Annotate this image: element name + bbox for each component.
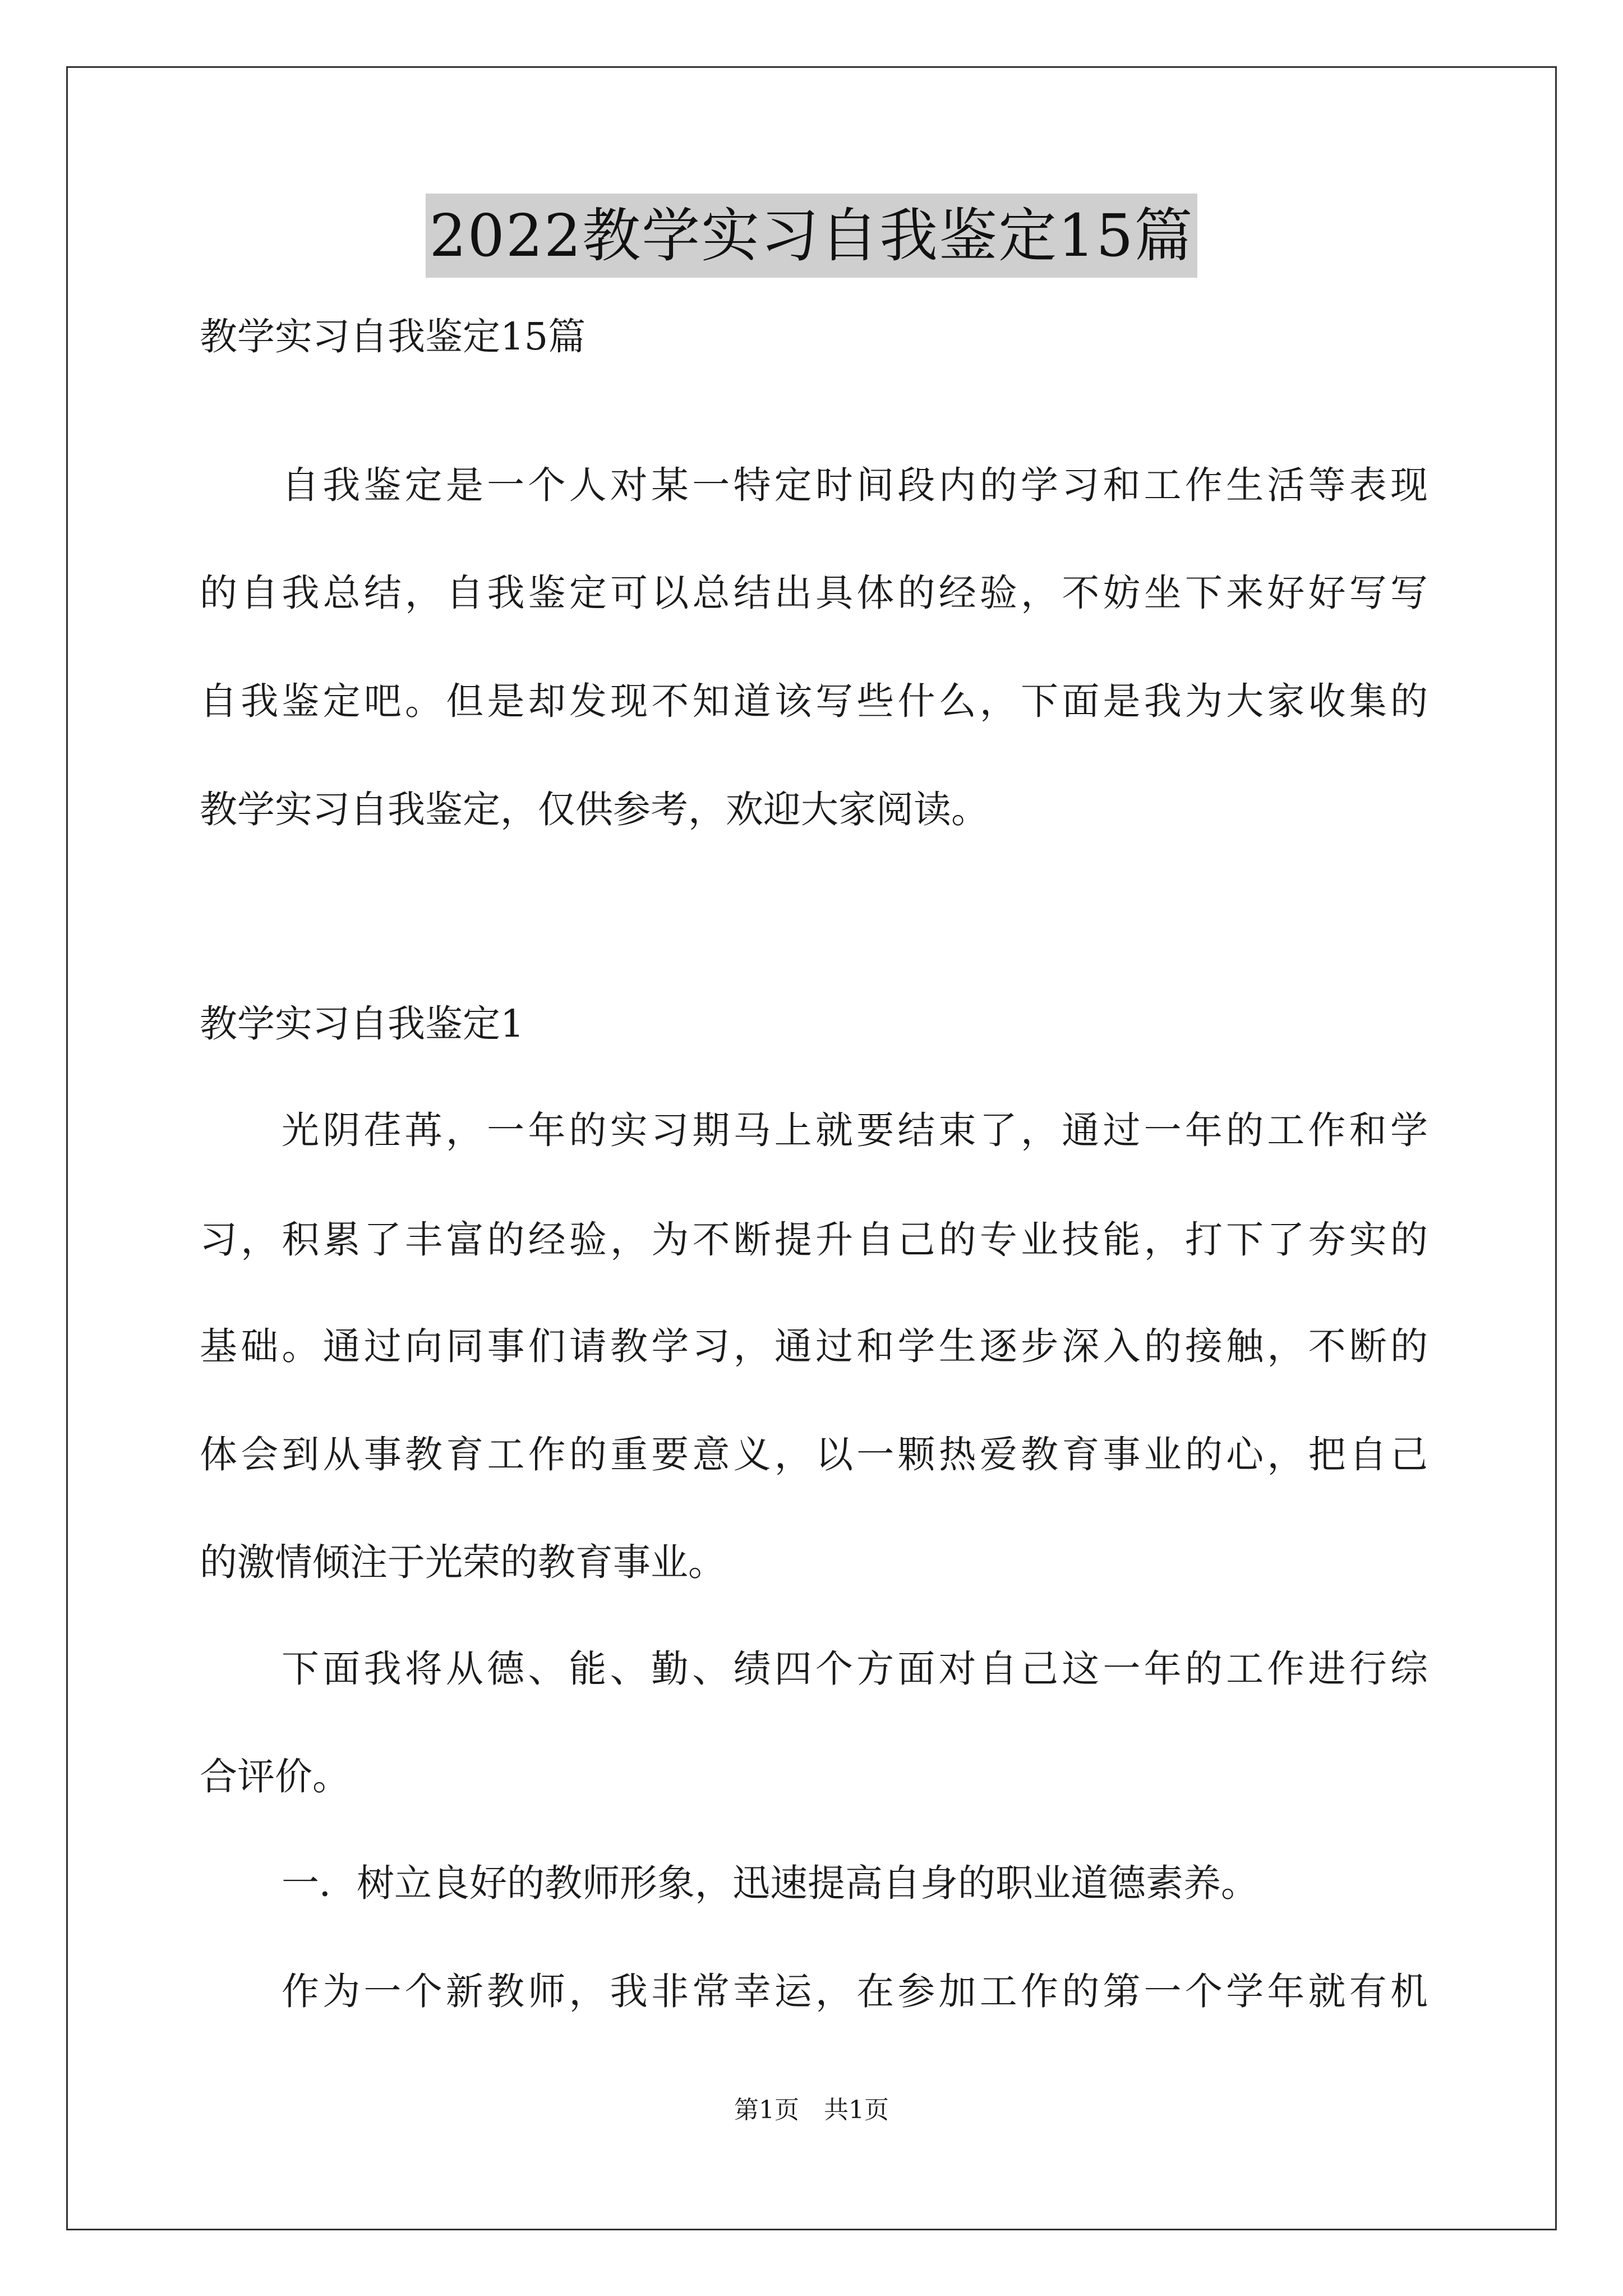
body-line: 合评价。 xyxy=(200,1755,350,1798)
body-line: 的激情倾注于光荣的教育事业。 xyxy=(200,1540,726,1584)
body-line: 体会到从事教育工作的重要意义，以一颗热爱教育事业的心，把自己 xyxy=(200,1433,1428,1476)
intro-line: 的自我总结，自我鉴定可以总结出具体的经验，不妨坐下来好好写写 xyxy=(200,571,1428,615)
section-heading: 教学实习自我鉴定1 xyxy=(200,1002,524,1046)
title-wrap xyxy=(0,194,1623,278)
intro-line: 自我鉴定吧。但是却发现不知道该写些什么，下面是我为大家收集的 xyxy=(200,679,1428,723)
point-heading: 一．树立良好的教师形象，迅速提高自身的职业道德素养。 xyxy=(282,1861,1258,1905)
document-subtitle: 教学实习自我鉴定15篇 xyxy=(200,315,586,358)
intro-line: 教学实习自我鉴定，仅供参考，欢迎大家阅读。 xyxy=(200,788,989,831)
body-line: 习，积累了丰富的经验，为不断提升自己的专业技能，打下了夯实的 xyxy=(200,1218,1428,1262)
body-line: 光阴荏苒，一年的实习期马上就要结束了，通过一年的工作和学 xyxy=(282,1108,1428,1152)
page-footer: 第1页 共1页 xyxy=(734,2096,889,2124)
intro-line: 自我鉴定是一个人对某一特定时间段内的学习和工作生活等表现 xyxy=(282,463,1428,507)
document-title: 2022教学实习自我鉴定15篇 xyxy=(426,194,1197,278)
body-line: 基础。通过向同事们请教学习，通过和学生逐步深入的接触，不断的 xyxy=(200,1324,1428,1368)
body-line: 作为一个新教师，我非常幸运，在参加工作的第一个学年就有机 xyxy=(282,1970,1428,2013)
body-line: 下面我将从德、能、勤、绩四个方面对自己这一年的工作进行综 xyxy=(282,1647,1428,1691)
